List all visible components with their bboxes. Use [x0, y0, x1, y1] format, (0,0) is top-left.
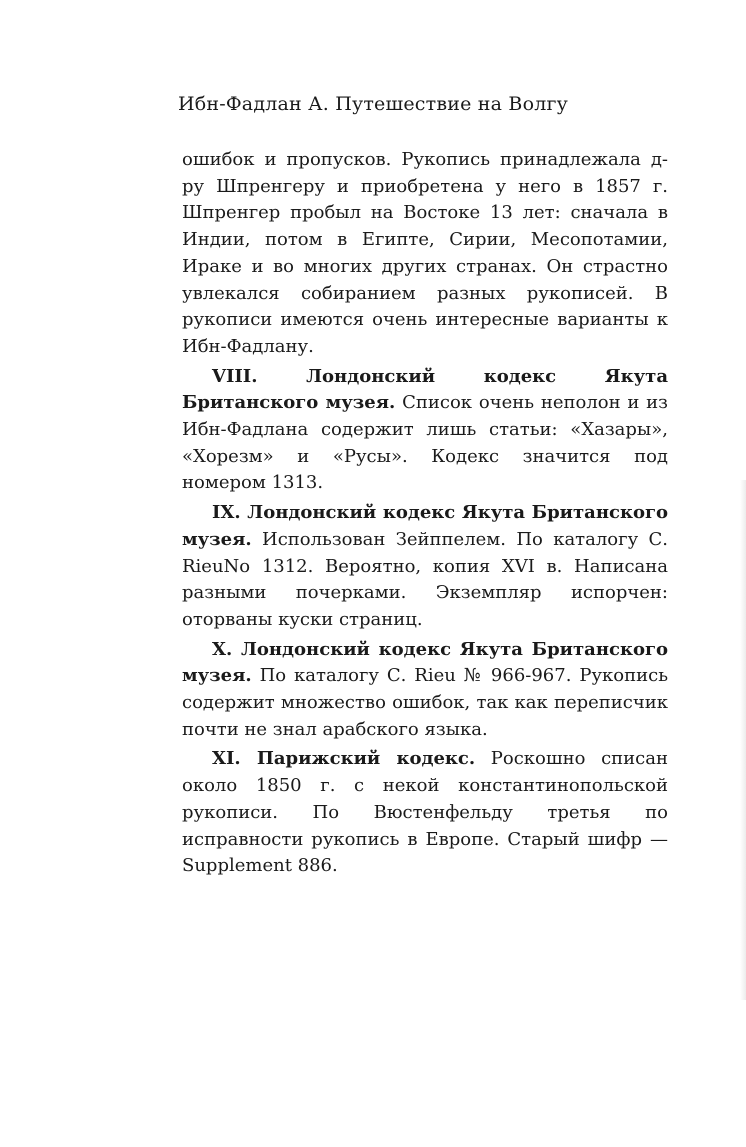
entry-ix: [182, 500, 668, 634]
continuation-paragraph: ошибок и пропусков. Рукопись принадлежала д-ру Шпренгеру и приобретена у него в 1857 г. Шпренгер пробыл на Востоке 13 лет: сначала в Индии, потом в Египте, Сирии, Месопотамии, Ираке и во многих других странах. Он страстно увлекался собиранием разных рукописей. В рукописи имеются очень интересные варианты к Ибн-Фадлану.: [182, 149, 668, 357]
running-head: Ибн-Фадлан А. Путешествие на Волгу: [177, 93, 569, 115]
entry-viii: [182, 364, 668, 498]
entry-text: Использован Зейппелем. По каталогу С. RieuNo 1312. Вероятно, копия XVI в. Написана разными почерками. Экземпляр испорчен: оторваны куски страниц.: [182, 528, 668, 630]
body-text: [182, 147, 668, 880]
entry-x: [182, 637, 668, 744]
entry-title: XI. Парижский кодекс.: [212, 748, 476, 770]
page-edge-shadow: [740, 480, 746, 1000]
entry-title: IX. Лондонский кодекс Якута Британского музея.: [182, 502, 668, 550]
entry-text: Список очень неполон и из Ибн-Фадлана содержит лишь статьи: «Хазары», «Хорезм» и «Русы». Кодекс значится под номером 1313.: [182, 392, 668, 494]
entry-text: Роскошно списан около 1850 г. с некой константинопольской рукописи. По Вюстенфельду третья по исправности рукопись в Европе. Старый шифр — Supplement 886.: [182, 748, 668, 877]
entry-text: По каталогу С. Rieu № 966-967. Рукопись содержит множество ошибок, так как переписчик почти не знал арабского языка.: [182, 665, 668, 740]
entry-title: X. Лондонский кодекс Якута Британского музея.: [182, 638, 668, 687]
entry-title: VIII. Лондонский кодекс Якута Британского музея.: [182, 365, 668, 414]
entry-xi: [182, 746, 668, 880]
